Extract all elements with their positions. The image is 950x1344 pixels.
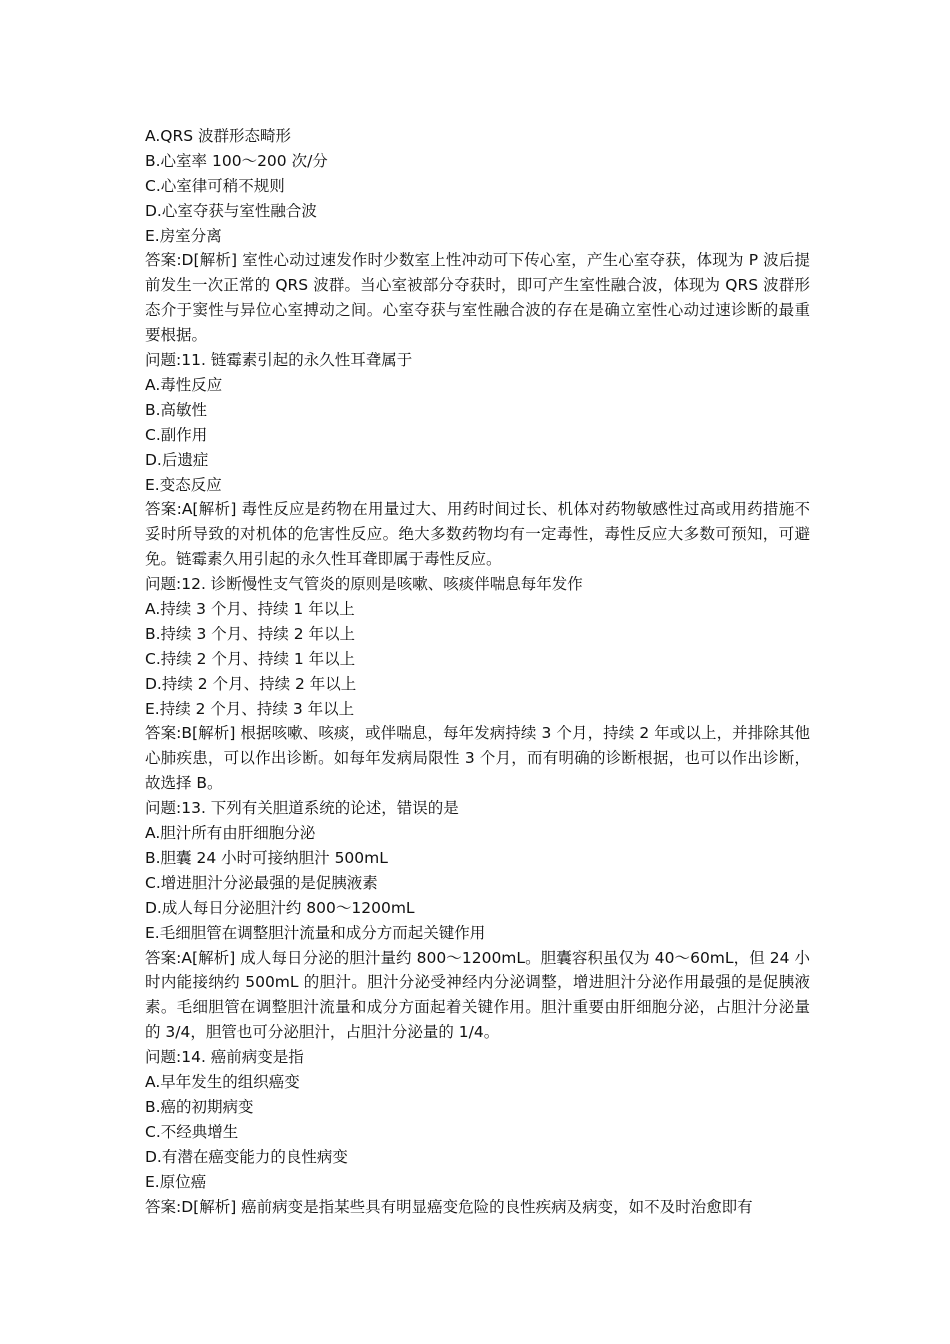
option-e: E.毛细胆管在调整胆汁流量和成分方而起关键作用 — [145, 923, 486, 942]
question-12: 问题:12. 诊断慢性支气管炎的原则是咳嗽、咳痰伴喘息每年发作 — [145, 575, 583, 594]
option-c: C.增进胆汁分泌最强的是促胰液素 — [145, 873, 378, 892]
option-e: E.房室分离 — [145, 226, 222, 245]
option-a: A.胆汁所有由肝细胞分泌 — [145, 824, 316, 843]
answer-explanation: 答案:A[解析] 毒性反应是药物在用量过大、用药时间过长、机体对药物敏感性过高或用药措施不妥时所导致的对机体的危害性反应。绝大多数药物均有一定毒性，毒性反应大多数可预知，可避免。链霉素久用引起的永久性耳聋即属于毒性反应。 — [145, 500, 810, 569]
option-e: E.原位癌 — [145, 1172, 207, 1191]
option-b: B.心室率 100～200 次/分 — [145, 151, 328, 170]
exam-content — [145, 124, 810, 1219]
answer-explanation: 答案:D[解析] 癌前病变是指某些具有明显癌变危险的良性疾病及病变，如不及时治愈即有 — [145, 1197, 753, 1216]
option-d: D.成人每日分泌胆汁约 800～1200mL — [145, 898, 415, 917]
option-c: C.持续 2 个月、持续 1 年以上 — [145, 649, 356, 668]
option-a: A.QRS 波群形态畸形 — [145, 127, 291, 145]
option-b: B.胆囊 24 小时可接纳胆汁 500mL — [145, 848, 388, 867]
option-d: D.后遗症 — [145, 450, 209, 469]
option-b: B.持续 3 个月、持续 2 年以上 — [145, 624, 355, 643]
option-c: C.不经典增生 — [145, 1122, 239, 1141]
option-c: C.心室律可稍不规则 — [145, 176, 285, 195]
option-d: D.持续 2 个月、持续 2 年以上 — [145, 674, 357, 693]
option-a: A.毒性反应 — [145, 375, 223, 394]
option-a: A.持续 3 个月、持续 1 年以上 — [145, 600, 355, 619]
question-13: 问题:13. 下列有关胆道系统的论述，错误的是 — [145, 799, 459, 818]
option-a: A.早年发生的组织癌变 — [145, 1073, 300, 1092]
question-11: 问题:11. 链霉素引起的永久性耳聋属于 — [145, 351, 413, 370]
option-b: B.癌的初期病变 — [145, 1097, 254, 1116]
option-c: C.副作用 — [145, 425, 208, 444]
option-e: E.变态反应 — [145, 475, 222, 494]
question-14: 问题:14. 癌前病变是指 — [145, 1048, 304, 1067]
option-b: B.高敏性 — [145, 400, 208, 419]
answer-explanation: 答案:A[解析] 成人每日分泌的胆汁量约 800～1200mL。胆囊容积虽仅为 40～60mL，但 24 小时内能接纳约 500mL 的胆汁。胆汁分泌受神经内分泌调整，增进胆汁分泌作用最强的是促胰液素。毛细胆管在调整胆汁流量和成分方面起着关键作用。胆汁重要由肝细胞分泌，占胆汁分泌量的 3/4，胆管也可分泌胆汁，占胆汁分泌量的 1/4。 — [145, 948, 810, 1042]
answer-explanation: 答案:B[解析] 根据咳嗽、咳痰，或伴喘息，每年发病持续 3 个月，持续 2 年或以上，并排除其他心肺疾患，可以作出诊断。如每年发病局限性 3 个月，而有明确的诊断根据，也可以作出诊断，故选择 B。 — [145, 724, 810, 793]
option-e: E.持续 2 个月、持续 3 年以上 — [145, 699, 355, 718]
option-d: D.心室夺获与室性融合波 — [145, 201, 317, 220]
answer-explanation: 答案:D[解析] 室性心动过速发作时少数室上性冲动可下传心室，产生心室夺获，体现为 P 波后提前发生一次正常的 QRS 波群。当心室被部分夺获时，即可产生室性融合波，体现为 QRS 波群形态介于窦性与异位心室搏动之间。心室夺获与室性融合波的存在是确立室性心动过速诊断的最重要根据。 — [145, 251, 810, 345]
option-d: D.有潜在癌变能力的良性病变 — [145, 1147, 348, 1166]
